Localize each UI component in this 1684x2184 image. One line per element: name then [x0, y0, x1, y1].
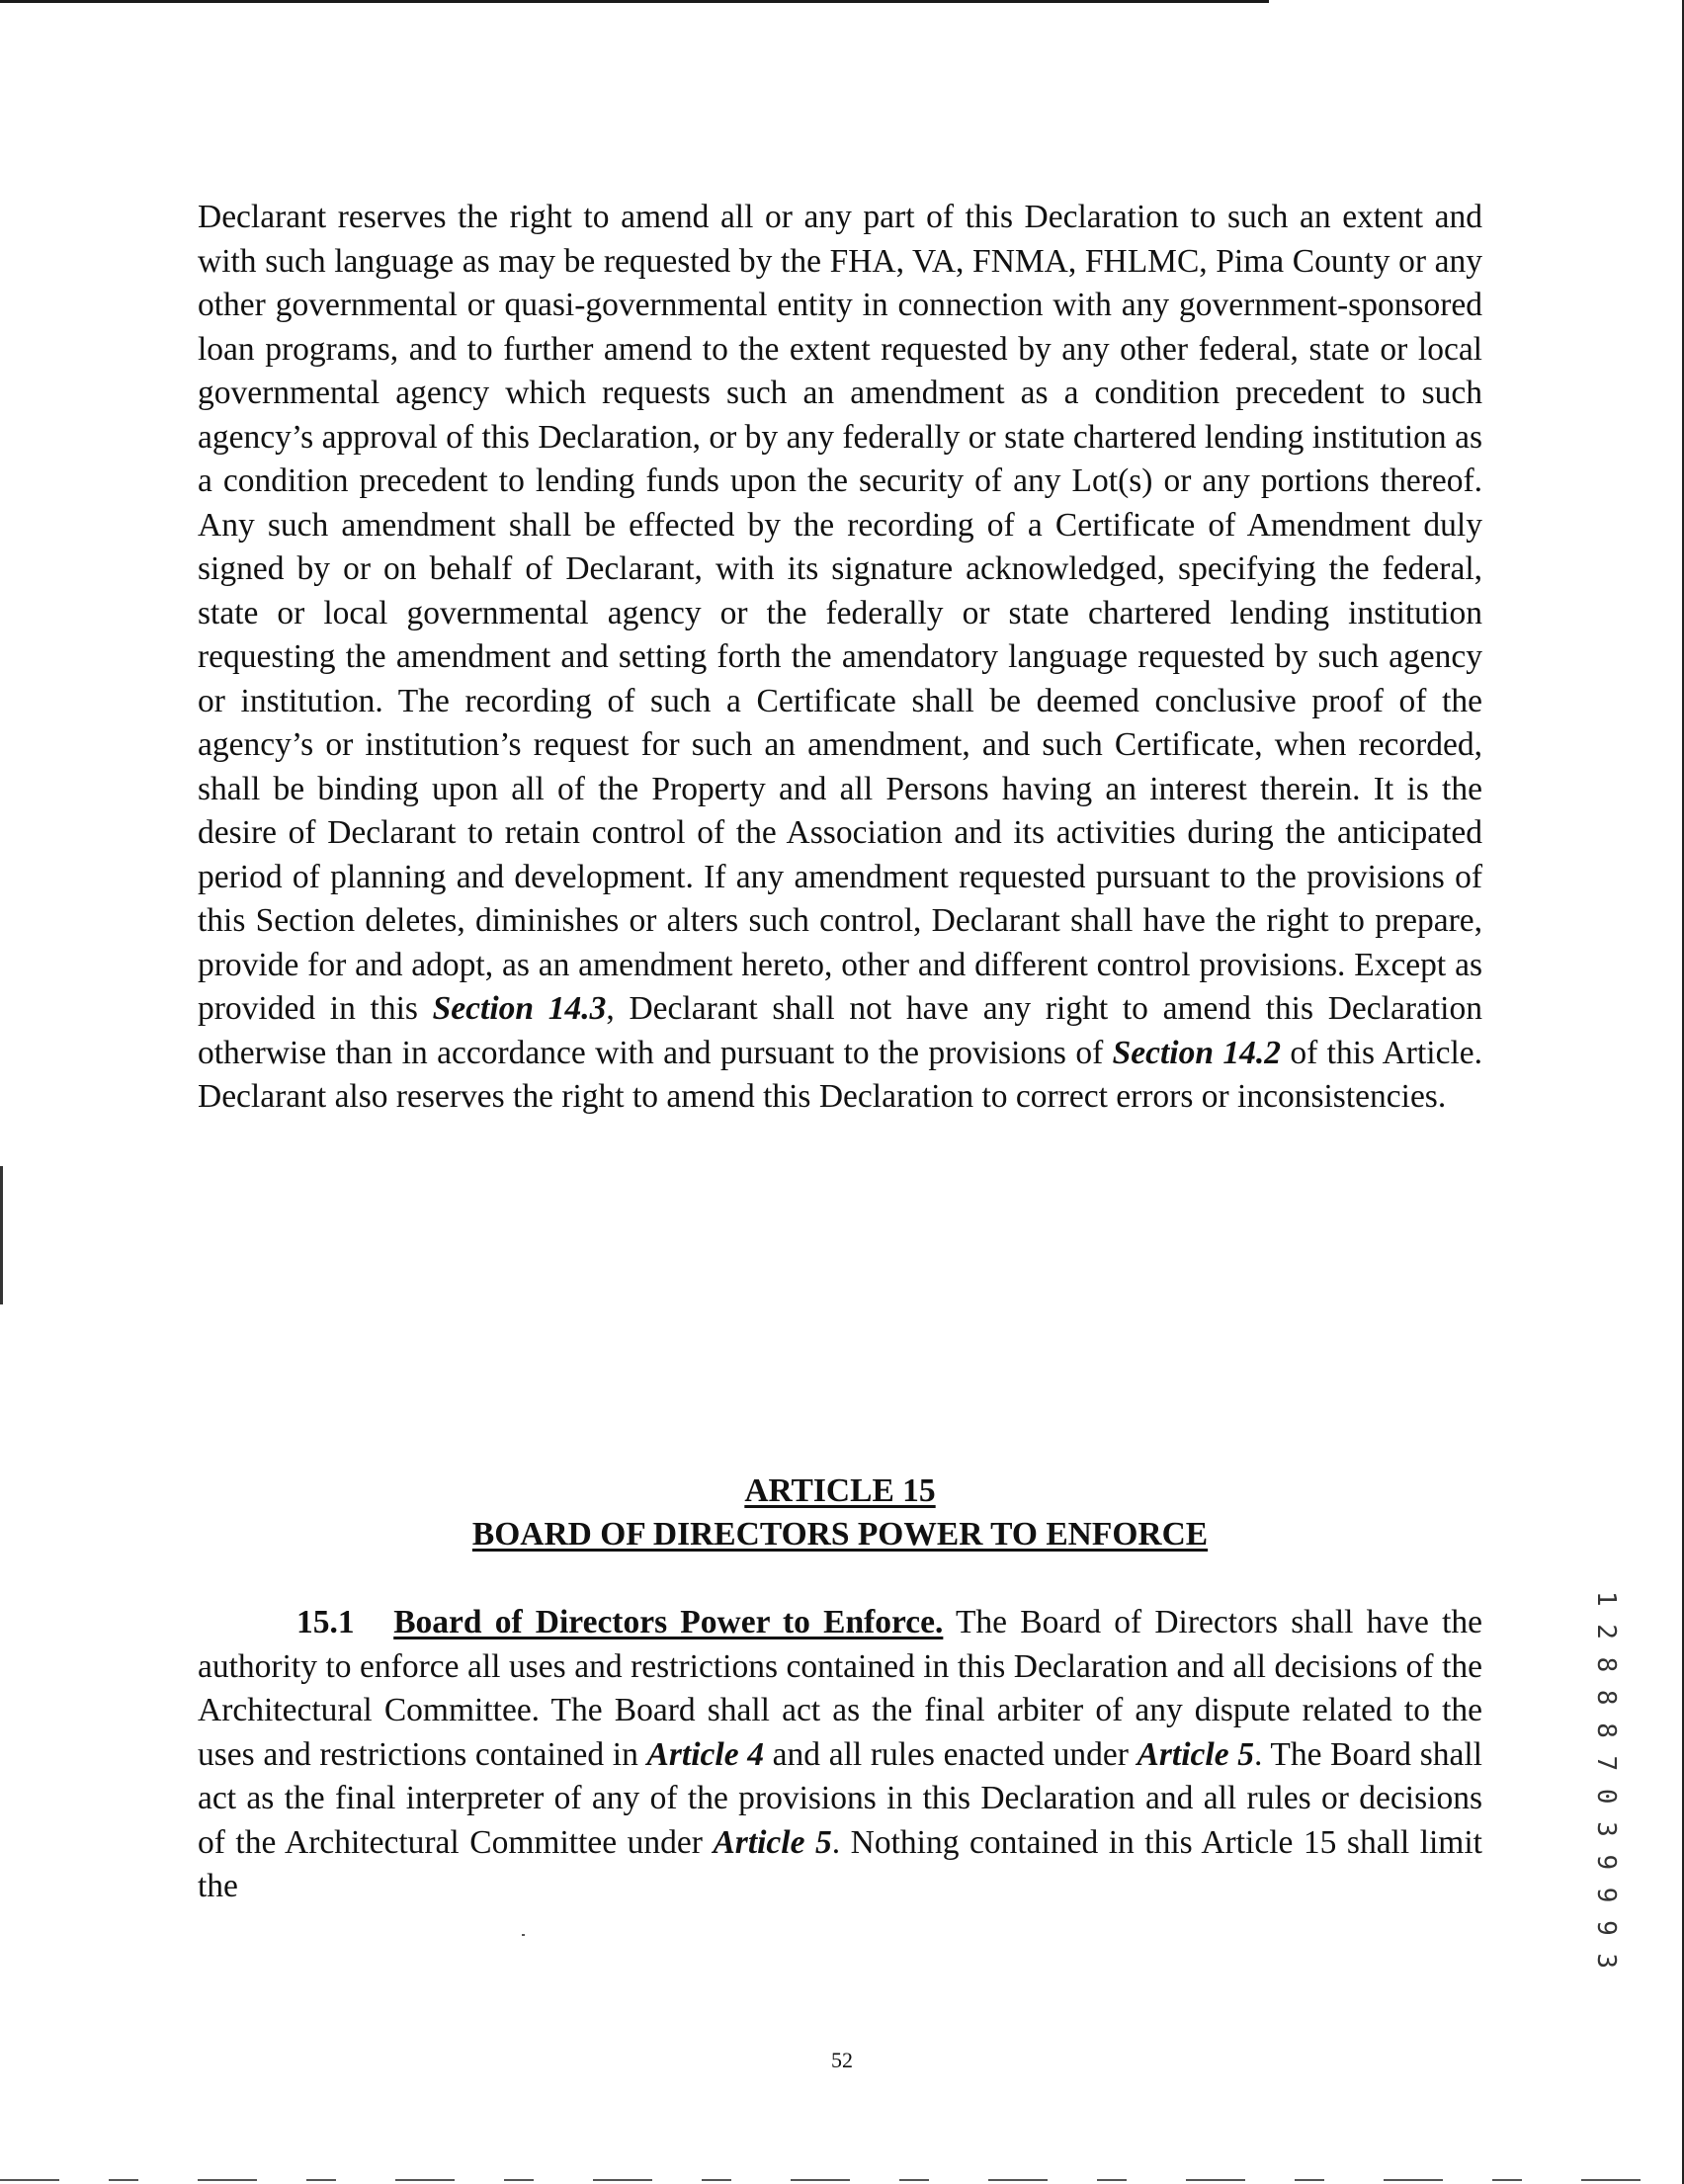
recording-stamp [1587, 1591, 1627, 1971]
article-heading [198, 1470, 1482, 1556]
section-15-1-paragraph [198, 1601, 1482, 1909]
paragraph-text: . The Board shall act as the final interpreter of any of the provisions in this Declaration and all rules or decisions of the Architectural Committee under [198, 1735, 1482, 1861]
scan-top-rule [0, 0, 1269, 3]
section-title: Board of Directors Power to Enforce. [393, 1604, 944, 1640]
article-number: ARTICLE 15 [744, 1472, 936, 1509]
page-number: 52 [831, 2048, 853, 2072]
amendment-paragraph [198, 196, 1482, 1120]
paragraph-text: , Declarant shall not have any right to amend this Declaration otherwise than in accordance with and pursuant to the provisions of [198, 990, 1482, 1071]
article-reference: Article 4 [646, 1735, 764, 1773]
article-reference: Article 5 [713, 1823, 832, 1861]
paragraph-text: Declarant reserves the right to amend all or any part of this Declaration to such an extent and with such language as may be requested by the FHA, VA, FNMA, FHLMC, Pima County or any other governmental or quasi-governmental entity in connection with any government-sponsored loan programs, and to further amend to the extent requested by any other federal, state or local governmental agency which requests such an amendment as a condition precedent to such agency’s approval of this Declaration, or by any federally or state chartered lending institution as a condition precedent to lending funds upon the security of any Lot(s) or any portions thereof. Any such amendment shall be effected by the recording of a Certificate of Amendment duly signed by or on behalf of Declarant, with its signature acknowledged, specifying the federal, state or local governmental agency or the federally or state chartered lending institution requesting the amendment and setting forth the amendatory language requested by such agency or institution. The recording of such a Certificate shall be deemed conclusive proof of the agency’s or institution’s request for such an amendment, and such Certificate, when recorded, shall be binding upon all of the Property and all Persons having an interest therein. It is the desire of Declarant to retain control of the Association and its activities during the anticipated period of planning and development. If any amendment requested pursuant to the provisions of this Section deletes, diminishes or alters such control, Declarant shall have the right to prepare, provide for and adopt, as an amendment hereto, other and different control provisions. Except as provided in this [198, 199, 1482, 1027]
article-reference: Article 5 [1137, 1735, 1254, 1773]
article-title: BOARD OF DIRECTORS POWER TO ENFORCE [471, 1516, 1209, 1553]
scan-left-edge-mark [0, 1166, 3, 1304]
scan-speck [522, 1934, 525, 1936]
section-reference: Section 14.2 [1112, 1034, 1281, 1071]
paragraph-text: . Nothing contained in this Article 15 shall limit the [198, 1823, 1482, 1904]
recording-stamp-text: 1 2 8 8 8 7 0 3 9 9 9 3 [1591, 1591, 1621, 1971]
section-reference: Section 14.3 [432, 990, 607, 1027]
section-number: 15.1 [296, 1604, 355, 1640]
paragraph-text: and all rules enacted under [764, 1735, 1137, 1773]
scan-bottom-rule [0, 2179, 1684, 2181]
paragraph-text: of this Article. Declarant also reserves the right to amend this Declaration to correct errors or inconsistencies. [198, 1034, 1482, 1115]
paragraph-text: The Board of Directors shall have the authority to enforce all uses and restrictions contained in this Declaration and all decisions of the Architectural Committee. The Board shall act as the final arbiter of any dispute related to the uses and restrictions contained in [198, 1604, 1482, 1773]
